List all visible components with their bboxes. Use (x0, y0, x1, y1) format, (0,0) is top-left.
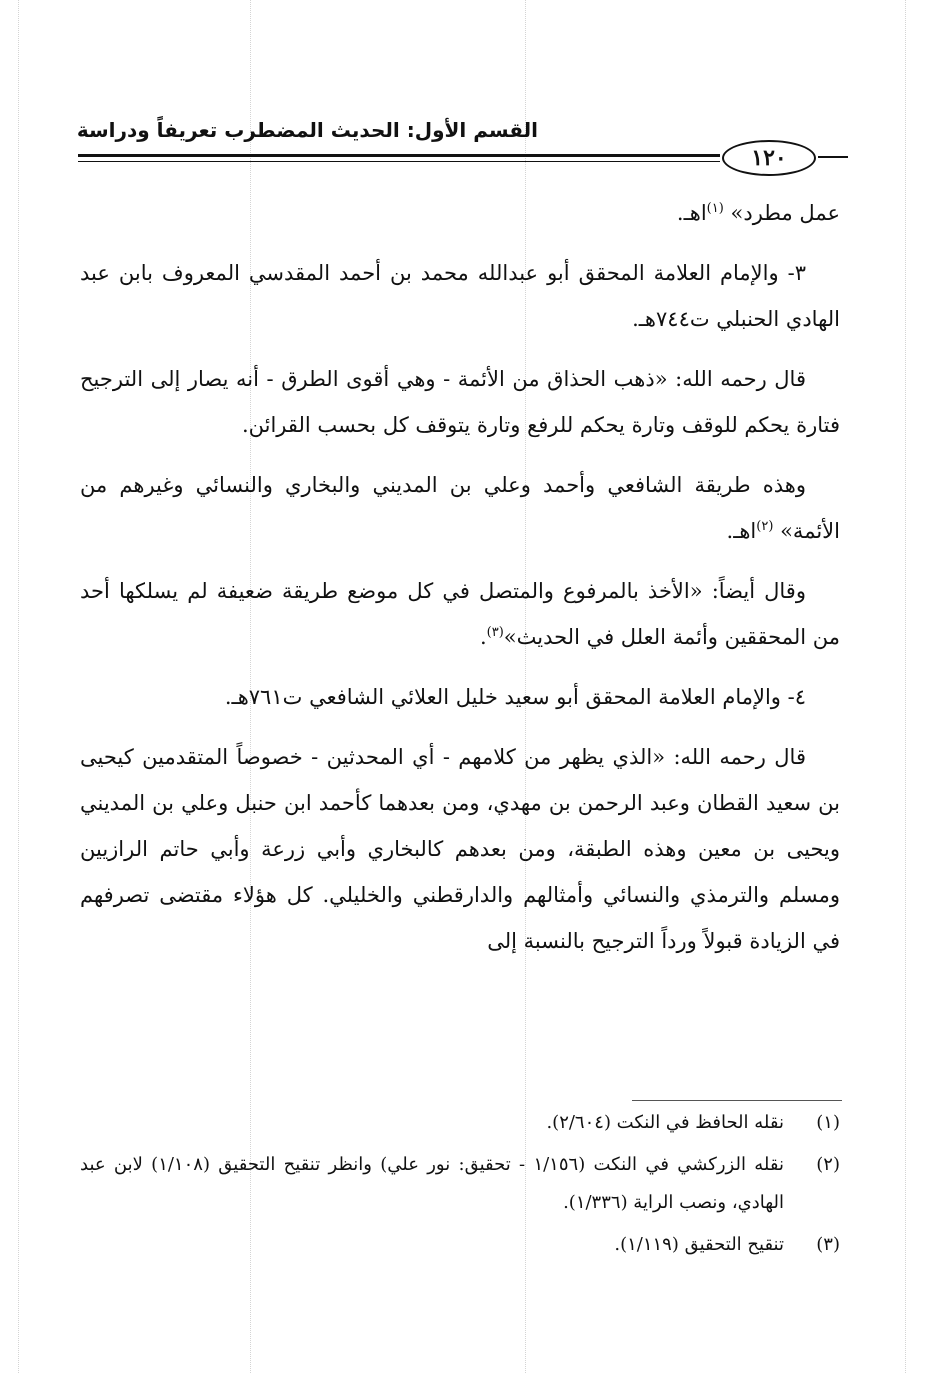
page-header (78, 112, 848, 192)
footnote-text: تنقيح التحقيق (١/١١٩). (614, 1234, 784, 1255)
footnote-ref: (١) (706, 201, 724, 216)
footnote-item (80, 1104, 840, 1142)
footnote-number: (١) (816, 1112, 840, 1133)
scan-artifact-line (18, 0, 19, 1373)
paragraph: ٣- والإمام العلامة المحقق أبو عبدالله محمد بن أحمد المقدسي المعروف بابن عبد الهادي الحنبلي ت٧٤٤هـ. (80, 261, 840, 331)
paragraph: عمل مطرد» $^{(١)}$اهـ. (676, 201, 840, 225)
footnote-ref: (٣) (486, 625, 504, 640)
header-rule-thick (78, 154, 720, 157)
scan-artifact-line (905, 0, 906, 1373)
header-rule-right (818, 156, 848, 158)
footnote-separator (632, 1100, 842, 1101)
paragraph: قال رحمه الله: «ذهب الحذاق من الأئمة - وهي أقوى الطرق - أنه يصار إلى الترجيح فتارة يحكم للوقف وتارة يحكم للرفع وتارة يتوقف كل بحسب القرائن. (80, 367, 840, 437)
footnote-number: (٢) (816, 1154, 840, 1175)
header-rule-thin (78, 161, 720, 162)
paragraph: وقال أيضاً: «الأخذ بالمرفوع والمتصل في كل موضع طريقة ضعيفة لم يسلكها أحد من المحققين وأئمة العلل في الحديث»$^{(٣)}$. (80, 579, 840, 649)
page-number: ١٢٠ (722, 140, 816, 176)
footnote-ref: (٢) (756, 519, 774, 534)
running-title: القسم الأول: الحديث المضطرب تعريفاً ودراسة (76, 118, 538, 142)
paragraph: قال رحمه الله: «الذي يظهر من كلامهم - أي المحدثين - خصوصاً المتقدمين كيحيى بن سعيد القطان وعبد الرحمن بن مهدي، ومن بعدهما كأحمد ابن حنبل وعلي بن المديني ويحيى بن معين وهذه الطبقة، ومن بعدهم كالبخاري وأبي زرعة وأبي حاتم الرازيين ومسلم والترمذي والنسائي وأمثالهم والدارقطني والخليلي. كل هؤلاء مقتضى تصرفهم في الزيادة قبولاً ورداً الترجيح بالنسبة إلى (80, 745, 840, 953)
footnote-number: (٣) (816, 1234, 840, 1255)
paragraph: وهذه طريقة الشافعي وأحمد وعلي بن المديني والبخاري والنسائي وغيرهم من الأئمة» $^{(٢)}$اهـ. (80, 473, 840, 543)
footnote-item (80, 1146, 840, 1222)
footnote-text: نقله الزركشي في النكت (١/١٥٦ - تحقيق: نور علي) وانظر تنقيح التحقيق (١/١٠٨) لابن عبد الهادي، ونصب الراية (١/٣٣٦). (80, 1154, 784, 1213)
footnotes (80, 1104, 840, 1268)
footnote-item (80, 1226, 840, 1264)
paragraph: ٤- والإمام العلامة المحقق أبو سعيد خليل العلائي الشافعي ت٧٦١هـ. (224, 685, 806, 709)
footnote-text: نقله الحافظ في النكت (٢/٦٠٤). (546, 1112, 784, 1133)
main-text (80, 190, 840, 978)
